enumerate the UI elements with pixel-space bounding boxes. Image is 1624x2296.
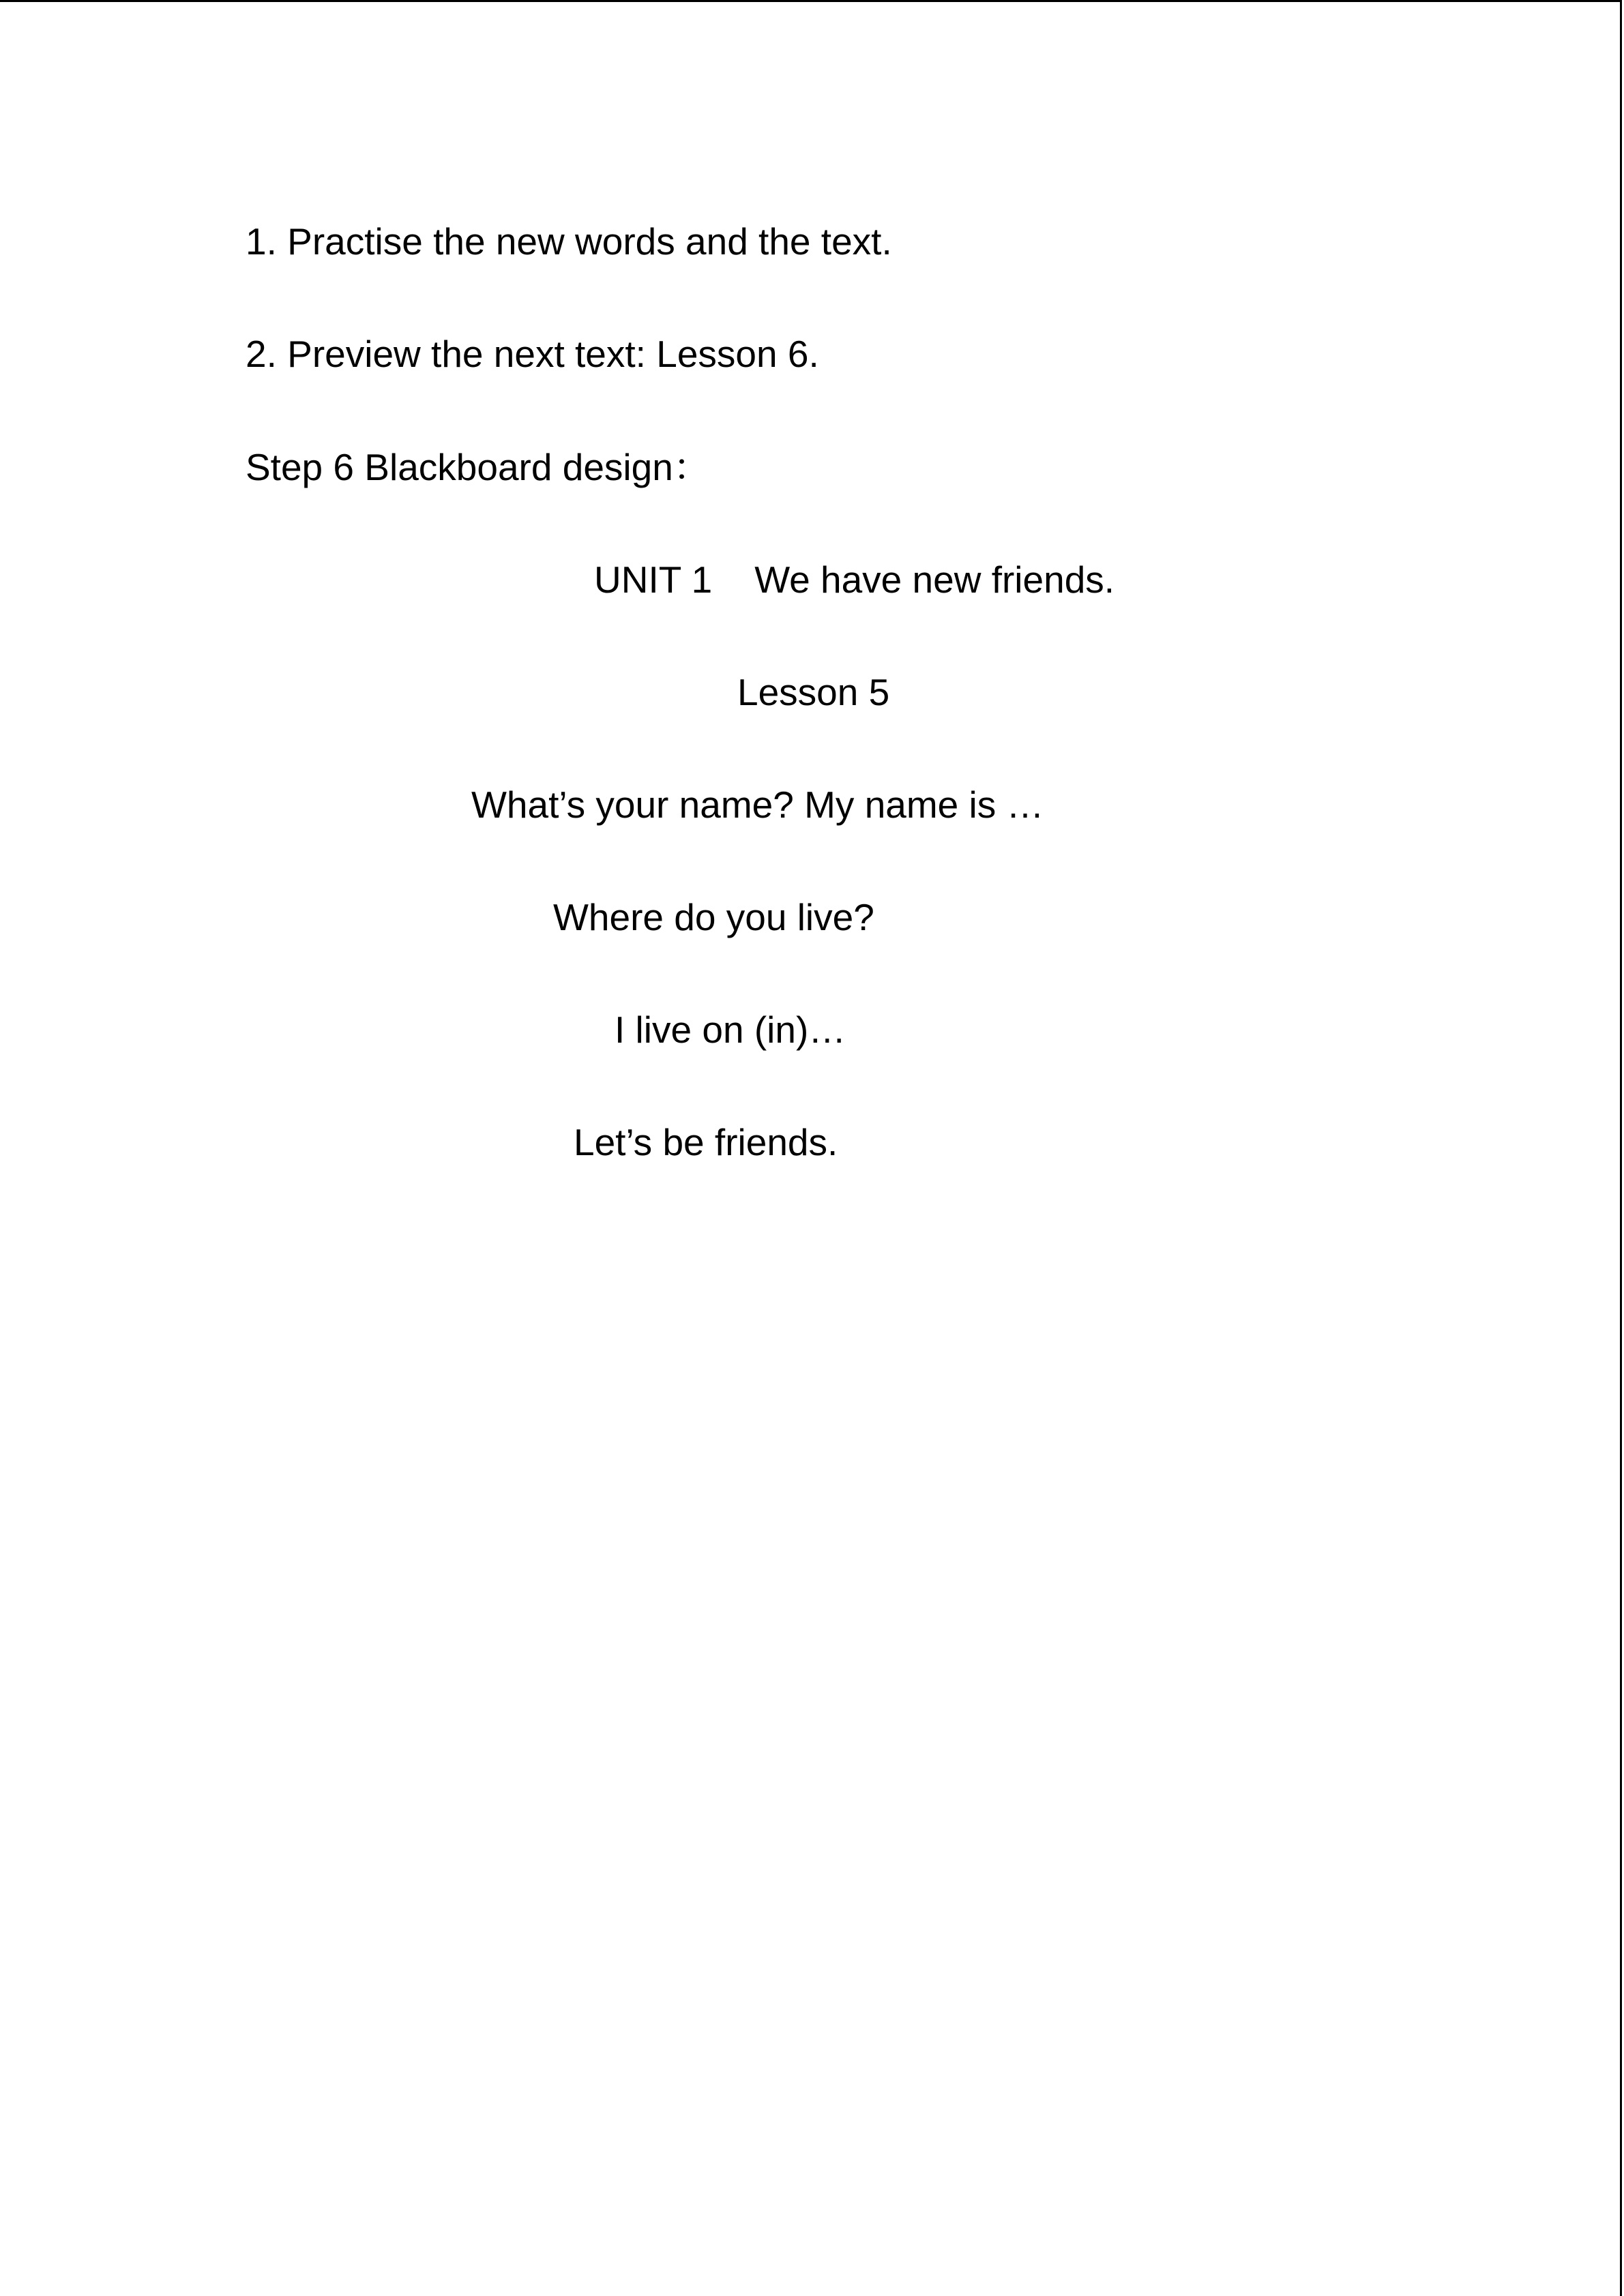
unit-label: UNIT 1 xyxy=(594,558,713,601)
lesson-title: Lesson 5 xyxy=(737,671,890,713)
unit-title: We have new friends. xyxy=(754,558,1115,601)
blackboard-line-live: I live on (in)… xyxy=(615,1009,846,1051)
blackboard-line-friends: Let’s be friends. xyxy=(574,1121,838,1163)
unit-title-line xyxy=(594,558,1115,601)
homework-item-1: 1. Practise the new words and the text. xyxy=(246,220,892,263)
blackboard-line-where: Where do you live? xyxy=(553,896,874,938)
homework-item-2: 2. Preview the next text: Lesson 6. xyxy=(246,333,819,375)
blackboard-line-name: What’s your name? My name is … xyxy=(471,784,1044,826)
blackboard-heading: Step 6 Blackboard design： xyxy=(246,446,711,488)
